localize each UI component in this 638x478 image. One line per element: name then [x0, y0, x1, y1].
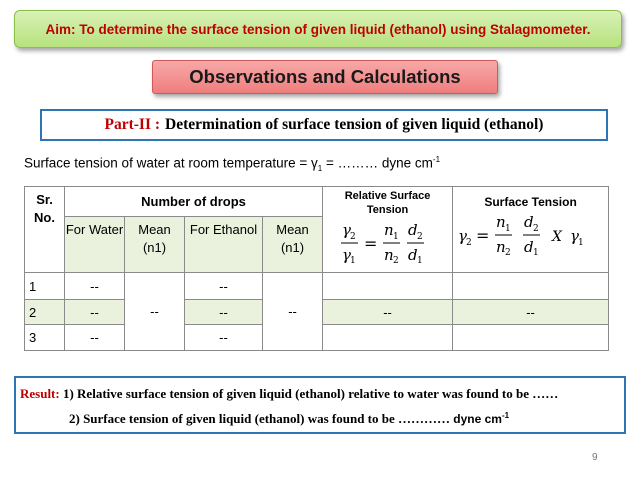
- svg-text:n: n: [383, 221, 394, 239]
- result-unit-text: dyne cm: [453, 412, 502, 426]
- result-line-2: [69, 411, 509, 427]
- water-surface-tension-line: [24, 155, 440, 173]
- svg-text:d: d: [523, 213, 534, 231]
- relative-surface-tension-value: --: [323, 300, 453, 325]
- part-label: Part-II :: [104, 116, 161, 133]
- svg-text:γ: γ: [341, 246, 351, 264]
- aim-text: Aim: To determine the surface tension of given liquid (ethanol) using Stalagmometer.: [45, 21, 591, 37]
- header-sr-no: Sr. No.: [25, 187, 65, 273]
- svg-text:n: n: [383, 246, 394, 264]
- svg-text:1: 1: [577, 238, 584, 248]
- relative-title: Relative Surface Tension: [344, 190, 431, 216]
- svg-text:γ: γ: [457, 227, 467, 245]
- gamma-symbol: γ: [311, 155, 318, 171]
- section-title: Observations and Calculations: [189, 66, 461, 87]
- svg-text:2: 2: [392, 256, 399, 265]
- svg-text:1: 1: [504, 224, 511, 234]
- svg-text:γ: γ: [569, 227, 579, 245]
- surface-tension-title: Surface Tension: [484, 195, 577, 209]
- svg-text:1: 1: [392, 232, 399, 242]
- svg-text:d: d: [407, 221, 418, 239]
- svg-text:1: 1: [349, 256, 356, 265]
- row-water: --: [65, 325, 125, 351]
- header-for-ethanol: For Ethanol: [185, 217, 263, 273]
- svg-text:n: n: [495, 213, 506, 231]
- row-water: --: [65, 273, 125, 300]
- svg-text:2: 2: [465, 238, 472, 248]
- header-number-of-drops: Number of drops: [65, 187, 323, 217]
- mean-water-value: --: [125, 273, 185, 351]
- relative-formula: [338, 217, 438, 265]
- page-number: 9: [592, 452, 598, 463]
- mean-ethanol-value: --: [263, 273, 323, 351]
- part-title: Determination of surface tension of given liquid (ethanol): [165, 116, 544, 133]
- svg-text:2: 2: [416, 232, 423, 242]
- surface-tension-value: --: [453, 300, 609, 325]
- svg-text:1: 1: [532, 248, 539, 257]
- gamma-subscript: 1: [317, 164, 323, 174]
- row-sr: 3: [25, 325, 65, 351]
- section-title-banner: [152, 60, 498, 94]
- row-water: --: [65, 300, 125, 325]
- result-unit: [453, 412, 509, 426]
- row-ethanol: --: [185, 273, 263, 300]
- svg-text:2: 2: [349, 232, 356, 242]
- svg-text:2: 2: [504, 248, 511, 257]
- water-line-text: Surface tension of water at room temperature =: [24, 155, 312, 171]
- svg-text:1: 1: [416, 256, 423, 265]
- row-sr: 2: [25, 300, 65, 325]
- header-mean-ethanol: Mean (n1): [263, 217, 323, 273]
- row-relative-empty: [323, 273, 453, 300]
- result-line-1: [20, 386, 558, 402]
- svg-text:d: d: [407, 246, 418, 264]
- row-surface-empty: [453, 325, 609, 351]
- result-box: [14, 376, 626, 434]
- header-surface-tension: [453, 187, 609, 273]
- svg-text:2: 2: [532, 224, 539, 234]
- observation-table: [24, 186, 609, 351]
- part-heading: [40, 109, 608, 141]
- row-sr: 1: [25, 273, 65, 300]
- row-ethanol: --: [185, 300, 263, 325]
- svg-text:γ: γ: [341, 221, 351, 239]
- svg-text:d: d: [523, 238, 534, 256]
- row-ethanol: --: [185, 325, 263, 351]
- surface-tension-formula: [456, 209, 606, 257]
- row-relative-empty: [323, 325, 453, 351]
- result-unit-exponent: -1: [501, 411, 510, 420]
- header-for-water: For Water: [65, 217, 125, 273]
- svg-text:=: =: [363, 234, 377, 253]
- header-mean-water: Mean (n1): [125, 217, 185, 273]
- header-relative-surface-tension: [323, 187, 453, 273]
- row-surface-empty: [453, 273, 609, 300]
- unit-exponent: -1: [432, 155, 441, 164]
- svg-text:X: X: [551, 229, 562, 245]
- result-line-2-text: 2) Surface tension of given liquid (ethanol) was found to be …………: [69, 411, 454, 426]
- water-line-rest: = ……… dyne cm: [322, 155, 433, 171]
- result-label: Result:: [20, 386, 60, 401]
- table-row: [25, 273, 609, 300]
- svg-text:n: n: [495, 238, 506, 256]
- result-line-1-text: 1) Relative surface tension of given liquid (ethanol) relative to water was found to be ……: [62, 386, 559, 401]
- svg-text:=: =: [475, 226, 489, 245]
- aim-banner: [14, 10, 622, 48]
